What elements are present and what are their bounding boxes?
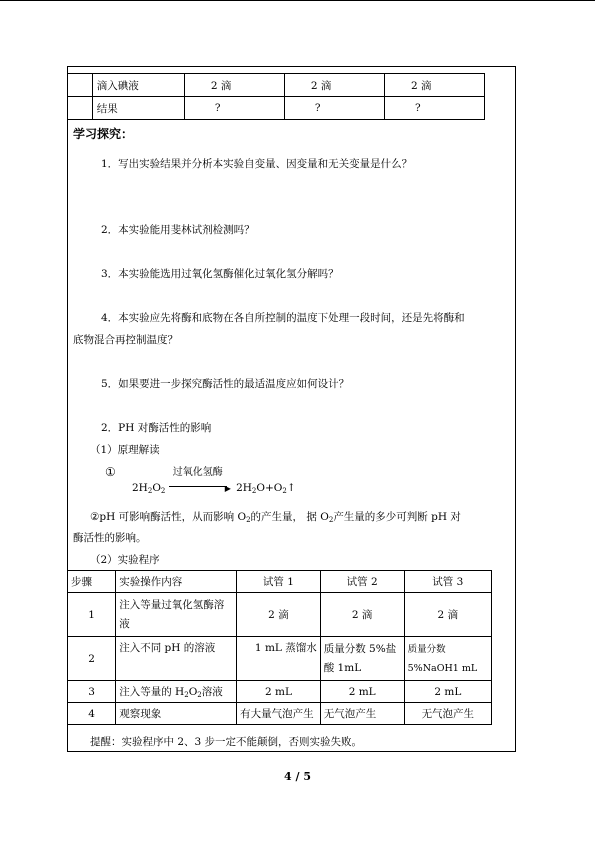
part2-sub2: （2）实验程序 <box>90 554 160 566</box>
cell: ? <box>184 97 284 120</box>
table-row <box>68 74 485 97</box>
cell: 2 滴 <box>284 74 384 97</box>
table-row <box>68 571 492 593</box>
cell: ? <box>384 97 484 120</box>
reaction-marker: ① <box>105 465 116 479</box>
part2-title: 2．PH 对酶活性的影响 <box>101 422 212 434</box>
question-2: 2．本实验能用斐林试剂检测吗？ <box>101 224 255 236</box>
section-title: 学习探究： <box>73 127 134 141</box>
part2-sub1: （1）原理解读 <box>90 444 160 456</box>
cell: 2 滴 <box>184 74 284 97</box>
procedure-table <box>67 570 492 725</box>
principle-paragraph-line2: 酶活性的影响。 <box>73 532 147 544</box>
reminder-note: 提醒：实验程序中 2、3 步一定不能颠倒，否则实验失败。 <box>90 736 363 748</box>
table-row: 1 注入等量过氧化氢酶溶 液 2 滴 2 滴 2 滴 <box>68 593 492 637</box>
table-row <box>68 97 485 120</box>
principle-paragraph-line1: ②pH 可影响酶活性，从而影响 $O_2$的产生量， 据 $O_2$产生量的多少可判断 pH 对 <box>90 511 461 524</box>
reaction-arrow: 过氧化氢酶 ▶ <box>169 481 233 491</box>
header-cell: 试管 2 <box>320 571 404 593</box>
header-cell: 实验操作内容 <box>116 571 237 593</box>
question-3: 3．本实验能选用过氧化氢酶催化过氧化氢分解吗？ <box>101 268 339 280</box>
catalyst-label: 过氧化氢酶 <box>172 467 223 478</box>
reaction-equation: $2H_2O_2$ 过氧化氢酶 ▶ $2H_2O+O_2↑$ <box>132 467 296 495</box>
cell: ? <box>284 97 384 120</box>
question-4-line1: 4．本实验应先将酶和底物在各自所控制的温度下处理一段时间，还是先将酶和 <box>101 312 465 324</box>
table-row: 2 注入不同 pH 的溶液 1 mL 蒸馏水 质量分数 5%盐 酸 1mL 质量分数 5%NaOH1 mL <box>68 637 492 681</box>
table-row: 3 注入等量的 $H_2O_2$溶液 2 mL 2 mL 2 mL <box>68 681 492 703</box>
cell: 2 滴 <box>384 74 484 97</box>
header-cell: 步骤 <box>68 571 116 593</box>
question-5: 5．如果要进一步探究酶活性的最适温度应如何设计？ <box>101 378 350 390</box>
header-cell: 试管 3 <box>404 571 491 593</box>
row-label: 结果 <box>92 97 184 120</box>
row-label: 滴入碘液 <box>92 74 184 97</box>
header-cell: 试管 1 <box>237 571 321 593</box>
question-4-line2: 底物混合再控制温度？ <box>73 334 178 346</box>
question-1: 1．写出实验结果并分析本实验自变量、因变量和无关变量是什么？ <box>101 158 413 170</box>
header-rule <box>0 0 595 1</box>
top-table <box>67 73 485 120</box>
table-row: 4 观察现象 有大量气泡产生 无气泡产生 无气泡产生 <box>68 703 492 725</box>
page-number: 4 / 5 <box>284 770 311 783</box>
